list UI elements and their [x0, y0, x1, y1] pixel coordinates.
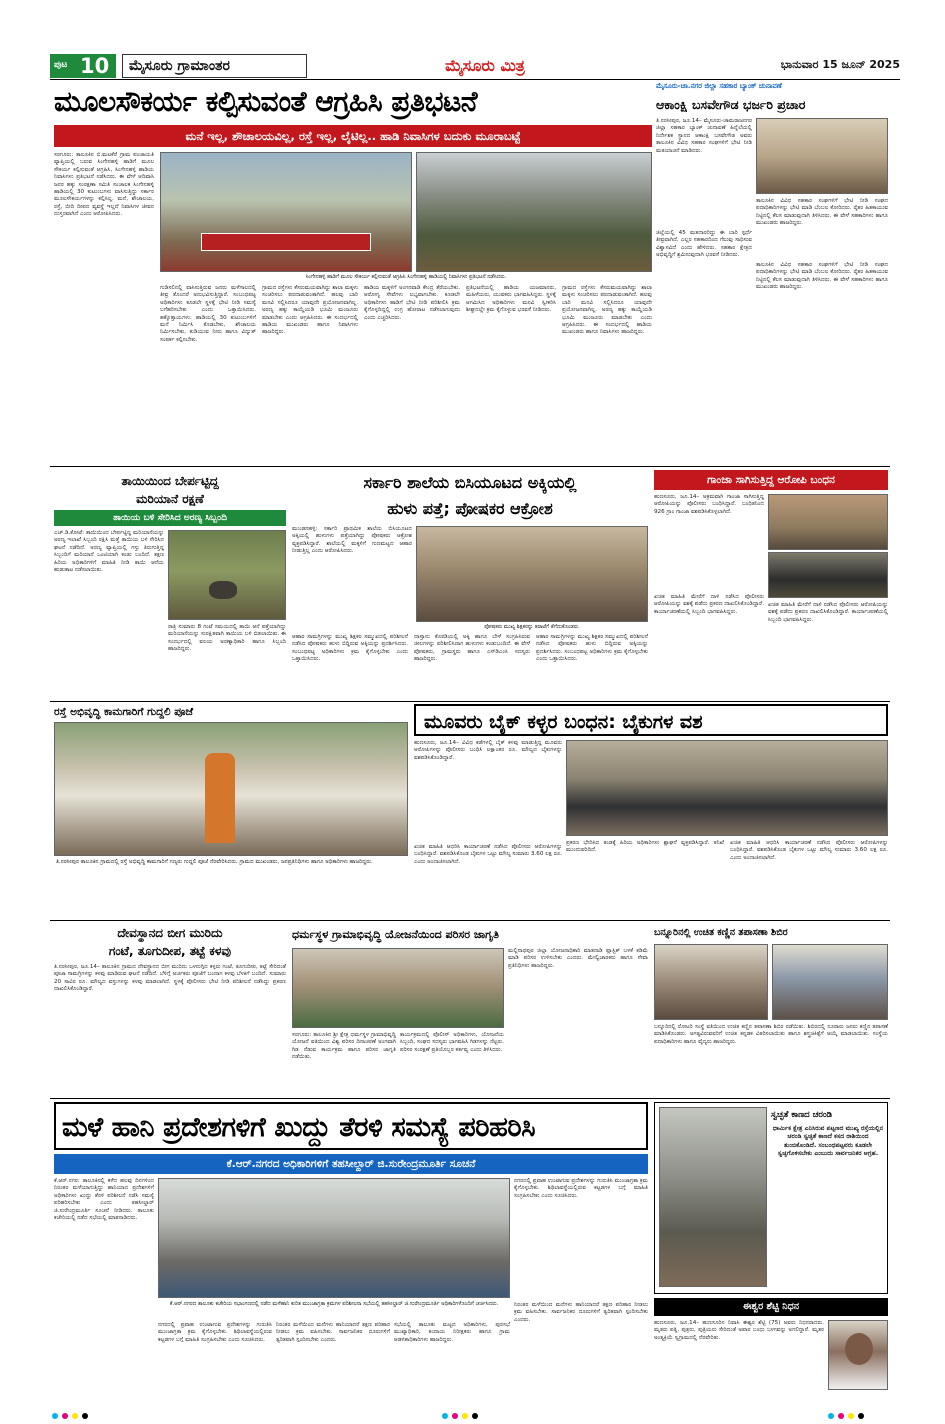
- elephant-headline-2: ಮರಿಯಾನೆ ರಕ್ಷಣೆ: [136, 492, 204, 506]
- registration-marks-center: [440, 1404, 510, 1414]
- temple-body: ತಿ.ನರಸೀಪುರ, ಜೂ.14– ತಾಲೂಕಿನ ಗ್ರಾಮದ ದೇವಸ್ಥಾನದ ಬೀಗ ಮುರಿದು ಒಳನುಗ್ಗಿದ ಕಳ್ಳರು ಗಂಟೆ, ತೂಗುದೀಪ, ತಟ್ಟೆ ಸೇರಿದಂತೆ ಪೂಜಾ ಸಾಮಗ್ರಿಗಳನ್ನು ಕಳವು ಮಾಡಿರುವ ಘಟನೆ ನಡೆದಿದೆ. ಬೆಳಿಗ್ಗೆ ಅರ್ಚಕರು ಪೂಜೆಗೆ ಬಂದಾಗ ಕಳವು ಬೆಳಕಿಗೆ ಬಂದಿದೆ. ಸುಮಾರು 20 ಸಾವಿರ ರೂ. ಮೌಲ್ಯದ ವಸ್ತುಗಳನ್ನು ಕಳವು ಮಾಡಲಾಗಿದೆ. ಸ್ಥಳಕ್ಕೆ ಪೊಲೀಸರು ಭೇಟಿ ನೀಡಿ ಪರಿಶೀಲನೆ ನಡೆಸಿದ್ದು ಪ್ರಕರಣ ದಾಖಲಿಸಿಕೊಂಡಿದ್ದಾರೆ.: [54, 964, 286, 993]
- bike-body2: ಖಚಿತ ಮಾಹಿತಿ ಆಧರಿಸಿ ಕಾರ್ಯಾಚರಣೆ ನಡೆಸಿದ ಪೊಲೀಸರು ಆರೋಪಿಗಳನ್ನು ಬಂಧಿಸಿದ್ದಾರೆ. ವಶಪಡಿಸಿಕೊಂಡ ಬೈಕುಗಳ ಒಟ್ಟು ಮೌಲ್ಯ ಸುಮಾರು 3.60 ಲಕ್ಷ ರೂ. ಎಂದು ಅಂದಾಜಿಸಲಾಗಿದೆ.: [414, 844, 562, 865]
- rain-photo: [158, 1178, 510, 1298]
- school-headline-1: ಸರ್ಕಾರಿ ಶಾಲೆಯ ಬಿಸಿಯೂಟದ ಅಕ್ಕಿಯಲ್ಲಿ: [363, 473, 577, 492]
- protest-banner: [201, 233, 371, 251]
- road-photo-swami: [205, 753, 235, 843]
- elephant-subhead: ತಾಯಿಯ ಬಳಿ ಸೇರಿಸಿದ ಅರಣ್ಯ ಸಿಬ್ಬಂದಿ: [54, 510, 286, 526]
- rain-col4: ಸಭೆಯಲ್ಲಿ ತಾಲೂಕು ಮಟ್ಟದ ಅಧಿಕಾರಿಗಳು, ಪುರಸಭೆ ಮುಖ್ಯಾಧಿಕಾರಿ, ಕಂದಾಯ ನಿರೀಕ್ಷಕರು ಹಾಗೂ ಗ್ರಾಮ ಆಡಳಿತಾಧಿಕಾರಿಗಳು ಹಾಜರಿದ್ದರು.: [394, 1322, 510, 1343]
- bike-photo: [566, 740, 888, 836]
- lead-subhead: ಮನೆ ಇಲ್ಲ, ಶೌಚಾಲಯವಿಲ್ಲ, ರಸ್ತೆ ಇಲ್ಲ, ಲೈಟಿಲ್ಲ.. ಹಾಡಿ ನಿವಾಸಿಗಳ ಬದುಕು ಮೂರಾಬಟ್ಟೆ: [54, 125, 652, 147]
- obit-body: ಹುಣಸೂರು, ಜೂ.14– ಹುಣಸೂರಿನ ನಿವಾಸಿ ಈಶ್ವರ ಶೆಟ್ಟಿ (75) ಅವರು ನಿಧನರಾದರು. ಮೃತರು ಪತ್ನಿ, ಪುತ್ರರು, ಪುತ್ರಿಯರು ಸೇರಿದಂತೆ ಅಪಾರ ಬಂಧು ಬಳಗವನ್ನು ಅಗಲಿದ್ದಾರೆ. ಮೃತರ ಅಂತ್ಯಕ್ರಿಯೆ ಸ್ವಗ್ರಾಮದಲ್ಲಿ ನೆರವೇರಿತು.: [654, 1320, 824, 1341]
- temple-headline-2: ಗಂಟೆ, ತೂಗುದೀಪ, ತಟ್ಟೆ ಕಳವು: [108, 944, 232, 958]
- elephant-body2: ರಾತ್ರಿ ಸುಮಾರು 8 ಗಂಟೆ ಸಮಯದಲ್ಲಿ ತಾಯಿ ಆನೆ ಪತ್ತೆಯಾಗಿದ್ದು ಮರಿಯಾನೆಯನ್ನು ಸುರಕ್ಷಿತವಾಗಿ ತಾಯಿಯ ಬಳಿ ಬಿಡಲಾಯಿತು. ಈ ಸಂದರ್ಭದಲ್ಲಿ ವಲಯ ಅರಣ್ಯಾಧಿಕಾರಿ ಹಾಗೂ ಸಿಬ್ಬಂದಿ ಹಾಜರಿದ್ದರು.: [168, 624, 286, 653]
- school-body4: ಆಹಾರ ಸಾಮಗ್ರಿಗಳನ್ನು ಮುಖ್ಯ ಶಿಕ್ಷಕರ ಸಮ್ಮುಖದಲ್ಲಿ ಪರಿಶೀಲನೆ ನಡೆಸಿದ ಪೋಷಕರು ಹುಳು ಬಿದ್ದಿರುವ ಅಕ್ಕಿಯನ್ನು ಪ್ರದರ್ಶಿಸಿದರು. ಸಂಬಂಧಪಟ್ಟ ಅಧಿಕಾರಿಗಳು ಕ್ರಮ ಕೈಗೊಳ್ಳಬೇಕು ಎಂದು ಒತ್ತಾಯಿಸಿದರು.: [536, 634, 648, 663]
- bike-body4: ಖಚಿತ ಮಾಹಿತಿ ಆಧರಿಸಿ ಕಾರ್ಯಾಚರಣೆ ನಡೆಸಿದ ಪೊಲೀಸರು ಆರೋಪಿಗಳನ್ನು ಬಂಧಿಸಿದ್ದಾರೆ. ವಶಪಡಿಸಿಕೊಂಡ ಬೈಕುಗಳ ಒಟ್ಟು ಮೌಲ್ಯ ಸುಮಾರು 3.60 ಲಕ್ಷ ರೂ. ಎಂದು ಅಂದಾಜಿಸಲಾಗಿದೆ.: [730, 840, 888, 861]
- school-headline-2: ಹುಳು ಪತ್ತೆ; ಪೋಷಕರ ಆಕ್ರೋಶ: [387, 499, 553, 518]
- divider-3: [50, 920, 890, 921]
- rain-col3: ನಿರಂತರ ಮಳೆಯಿಂದ ಮನೆಗಳು ಹಾನಿಯಾದರೆ ತಕ್ಷಣ ಪರಿಹಾರ ನೀಡಲು ಕ್ರಮ ವಹಿಸಬೇಕು. ಸಾರ್ವಜನಿಕರ ದೂರುಗಳಿಗೆ ತ್ವರಿತವಾಗಿ ಸ್ಪಂದಿಸಬೇಕು ಎಂದರು.: [276, 1322, 390, 1343]
- right-top-tagline: ಮೈಸೂರು-ಚಾ.ನಗರ ಜಿಲ್ಲಾ ಸಹಕಾರ ಬ್ಯಾಂಕ್ ಚುನಾವಣೆ: [656, 82, 782, 90]
- lead-caption: ಸಿಂಗೇನಹಳ್ಳಿ ಹಾಡಿಗೆ ಮೂಲ ಸೌಕರ್ಯ ಕಲ್ಪಿಸುವಂತೆ ಆಗ್ರಹಿಸಿ ಸಿಂಗೇನಹಳ್ಳಿ ಹಾಡಿಯಲ್ಲಿ ನಿವಾಸಿಗಳು ಪ್ರತಿಭಟನೆ ನಡೆಸಿದರು.: [305, 274, 507, 280]
- lead-headline: ಮೂಲಸೌಕರ್ಯ ಕಲ್ಪಿಸುವಂತೆ ಆಗ್ರಹಿಸಿ ಪ್ರತಿಭಟನೆ: [54, 85, 477, 118]
- lead-col4: ಹಾಡಿಯ ಮಕ್ಕಳಿಗೆ ಅಂಗನವಾಡಿ ಕೇಂದ್ರ ತೆರೆಯಬೇಕು. ಆರೋಗ್ಯ ಸೇವೆಗಳು ಲಭ್ಯವಾಗಬೇಕು. ಕೂಡಲೇ ಅಧಿಕಾರಿಗಳು ಹಾಡಿಗೆ ಭೇಟಿ ನೀಡಿ ಪರಿಶೀಲಿಸಿ ಕ್ರಮ ಕೈಗೊಳ್ಳದಿದ್ದಲ್ಲಿ ಉಗ್ರ ಹೋರಾಟ ನಡೆಸಲಾಗುವುದು ಎಂದು ಎಚ್ಚರಿಸಿದರು.: [364, 285, 460, 321]
- rain-subhead: ಕೆ.ಆರ್.ನಗರದ ಅಧಿಕಾರಿಗಳಿಗೆ ತಹಸೀಲ್ದಾರ್ ಜಿ.ಸುರೇಂದ್ರಮೂರ್ತಿ ಸೂಚನೆ: [54, 1154, 648, 1174]
- rain-caption: ಕೆ.ಆರ್.ನಗರದ ತಾಲೂಕು ಕಚೇರಿಯ ಸಭಾಂಗಣದಲ್ಲಿ ನಡೆದ ಮಳೆಹಾನಿ ಕುರಿತ ಮುಂಜಾಗ್ರತಾ ಕ್ರಮಗಳ ಪರಿಶೀಲನಾ ಸಭೆಯಲ್ಲಿ ತಹಸೀಲ್ದಾರ್ ಜಿ.ಸುರೇಂದ್ರಮೂರ್ತಿ ಅಧಿಕಾರಿಗಳೊಂದಿಗೆ ಚರ್ಚಿಸಿದರು.: [169, 1301, 499, 1307]
- dharma-headline: ಧರ್ಮಸ್ಥಳ ಗ್ರಾಮಾಭಿವೃದ್ಧಿ ಯೋಜನೆಯಿಂದ ಪರಿಸರ ಜಾಗೃತಿ: [292, 928, 499, 941]
- page-number-box: [50, 54, 116, 78]
- road-headline: ರಸ್ತೆ ಅಭಿವೃದ್ಧಿ ಕಾಮಗಾರಿಗೆ ಗುದ್ದಲಿ ಪೂಜೆ: [54, 706, 193, 718]
- divider-4: [50, 1098, 890, 1099]
- eye-photo-1: [654, 944, 768, 1020]
- clean-headline: ಸ್ವಚ್ಛತೆ ಕಾಣದ ಚರಂಡಿ: [771, 1110, 833, 1120]
- right-top-body1: ತಿ.ನರಸೀಪುರ, ಜೂ.14– ಮೈಸೂರು-ಚಾಮರಾಜನಗರ ಜಿಲ್ಲಾ ಸಹಕಾರ ಬ್ಯಾಂಕ್ ಚುನಾವಣೆ ಹಿನ್ನೆಲೆಯಲ್ಲಿ ನಿರ್ದೇಶಕ ಸ್ಥಾನದ ಆಕಾಂಕ್ಷಿ ಬಸವೇಗೌಡ ಅವರು ತಾಲೂಕಿನ ವಿವಿಧ ಸಹಕಾರ ಸಂಘಗಳಿಗೆ ಭೇಟಿ ನೀಡಿ ಮತಯಾಚನೆ ಮಾಡಿದರು.: [656, 118, 752, 154]
- lead-col6: ಗ್ರಾಮದ ರಸ್ತೆಗಳು ಕೆಸರುಮಯವಾಗಿದ್ದು ಶಾಲಾ ಮಕ್ಕಳು ಸಂಚರಿಸಲು ಪರದಾಡುವಂತಾಗಿದೆ. ಹಲವು ಬಾರಿ ಮನವಿ ಸಲ್ಲಿಸಿದರೂ ಯಾವುದೇ ಪ್ರಯೋಜನವಾಗಿಲ್ಲ. ಅರಣ್ಯ ಹಕ್ಕು ಕಾಯ್ದೆಯಡಿ ಭೂಮಿ ಮಂಜೂರು ಮಾಡಬೇಕು ಎಂದು ಆಗ್ರಹಿಸಿದರು. ಈ ಸಂದರ್ಭದಲ್ಲಿ ಹಾಡಿಯ ಮುಖಂಡರು ಹಾಗೂ ನಿವಾಸಿಗಳು ಹಾಜರಿದ್ದರು.: [562, 285, 652, 336]
- divider-2: [50, 701, 890, 702]
- ganja-headline: ಗಾಂಜಾ ಸಾಗಿಸುತ್ತಿದ್ದ ಆರೋಪಿ ಬಂಧನ: [654, 470, 888, 490]
- lead-col2: ಗುಡಿಸಲಿನಲ್ಲಿ ವಾಸಿಸುತ್ತಿರುವ ಜನರು ಮಳೆಗಾಲದಲ್ಲಿ ತೀವ್ರ ತೊಂದರೆ ಅನುಭವಿಸುತ್ತಿದ್ದಾರೆ. ಸಂಬಂಧಪಟ್ಟ ಅಧಿಕಾರಿಗಳು ಕೂಡಲೇ ಸ್ಥಳಕ್ಕೆ ಭೇಟಿ ನೀಡಿ ಸಮಸ್ಯೆ ಬಗೆಹರಿಸಬೇಕು ಎಂದು ಒತ್ತಾಯಿಸಿದರು. ಹಕ್ಕೊತ್ತಾಯಗಳು: ಹಾಡಿಯಲ್ಲಿ 30 ಕುಟುಂಬಗಳಿಗೆ ಮನೆ ನಿರ್ಮಿಸಿ ಕೊಡಬೇಕು, ಶೌಚಾಲಯ ನಿರ್ಮಿಸಬೇಕು, ಕುಡಿಯುವ ನೀರು ಹಾಗೂ ವಿದ್ಯುತ್ ಸಂಪರ್ಕ ಕಲ್ಪಿಸಬೇಕು.: [160, 285, 256, 343]
- rain-col-right: ನಗರದಲ್ಲಿ ಪ್ರವಾಹ ಉಂಟಾಗುವ ಪ್ರದೇಶಗಳನ್ನು ಗುರುತಿಸಿ ಮುಂಜಾಗ್ರತಾ ಕ್ರಮ ಕೈಗೊಳ್ಳಬೇಕು. ಶಿಥಿಲಾವಸ್ಥೆಯಲ್ಲಿರುವ ಕಟ್ಟಡಗಳ ಬಗ್ಗೆ ಮಾಹಿತಿ ಸಂಗ್ರಹಿಸಬೇಕು ಎಂದು ಸೂಚಿಸಿದರು.: [514, 1178, 648, 1199]
- right-top-body2: ತಾಲೂಕಿನ ವಿವಿಧ ಸಹಕಾರ ಸಂಘಗಳಿಗೆ ಭೇಟಿ ನೀಡಿ ಸಂಘದ ಪದಾಧಿಕಾರಿಗಳನ್ನು ಭೇಟಿ ಮಾಡಿ ಬೆಂಬಲ ಕೋರಿದರು. ರೈತರ ಹಿತಕಾಯುವ ನಿಟ್ಟಿನಲ್ಲಿ ಕೆಲಸ ಮಾಡುವುದಾಗಿ ತಿಳಿಸಿದರು. ಈ ವೇಳೆ ಸಹಕಾರಿಗಳು ಹಾಗೂ ಮುಖಂಡರು ಹಾಜರಿದ್ದರು.: [756, 198, 888, 227]
- rain-headline: ಮಳೆ ಹಾನಿ ಪ್ರದೇಶಗಳಿಗೆ ಖುದ್ದು ತೆರಳಿ ಸಮಸ್ಯೆ ಪರಿಹರಿಸಿ: [54, 1102, 648, 1150]
- road-photo: [54, 722, 408, 856]
- lead-col1: ಸರಗೂರು: ತಾಲೂಕಿನ ಬಿ.ಮಟಕೆರೆ ಗ್ರಾಮ ಪಂಚಾಯತಿ ವ್ಯಾಪ್ತಿಯಲ್ಲಿ ಬರುವ ಸಿಂಗೇನಹಳ್ಳಿ ಹಾಡಿಗೆ ಮೂಲ ಸೌಕರ್ಯ ಕಲ್ಪಿಸುವಂತೆ ಆಗ್ರಹಿಸಿ, ಸಿಂಗೇನಹಳ್ಳಿ ಹಾಡಿಯ ನಿವಾಸಿಗಳು ಪ್ರತಿಭಟನೆ ನಡೆಸಿದರು. ಈ ವೇಳೆ ಆದಿವಾಸಿ ಜನರ ಹಕ್ಕು ಸಂರಕ್ಷಣಾ ಸಮಿತಿ ಸಂಚಾಲಕ ಸಿಂಗೇನಹಳ್ಳಿ ಹಾಡಿಯಲ್ಲಿ 30 ಕುಟುಂಬಗಳು ವಾಸಿಸುತ್ತಿದ್ದು ಸರ್ಕಾರ ಮೂಲಸೌಕರ್ಯಗಳನ್ನು ಕಲ್ಪಿಸಿಲ್ಲ. ಮನೆ, ಶೌಚಾಲಯ, ರಸ್ತೆ, ಬೀದಿ ದೀಪದ ವ್ಯವಸ್ಥೆ ಇಲ್ಲದೆ ನಿವಾಸಿಗಳ ಜೀವನ ದುಸ್ತರವಾಗಿದೆ ಎಂದು ಆರೋಪಿಸಿದರು.: [54, 152, 154, 218]
- rain-col5: ನಿರಂತರ ಮಳೆಯಿಂದ ಮನೆಗಳು ಹಾನಿಯಾದರೆ ತಕ್ಷಣ ಪರಿಹಾರ ನೀಡಲು ಕ್ರಮ ವಹಿಸಬೇಕು. ಸಾರ್ವಜನಿಕರ ದೂರುಗಳಿಗೆ ತ್ವರಿತವಾಗಿ ಸ್ಪಂದಿಸಬೇಕು ಎಂದರು.: [514, 1302, 648, 1323]
- obit-photo: [828, 1320, 888, 1390]
- right-top-photo: [756, 118, 888, 194]
- masthead-rule: [50, 79, 900, 80]
- school-body1: ಮುಂಡನಹಳ್ಳಿ: ಸರ್ಕಾರಿ ಪ್ರಾಥಮಿಕ ಶಾಲೆಯ ಬಿಸಿಯೂಟದ ಅಕ್ಕಿಯಲ್ಲಿ ಹುಳುಗಳು ಪತ್ತೆಯಾಗಿದ್ದು ಪೋಷಕರು ಆಕ್ರೋಶ ವ್ಯಕ್ತಪಡಿಸಿದ್ದಾರೆ. ಶಾಲೆಯಲ್ಲಿ ಮಕ್ಕಳಿಗೆ ಗುಣಮಟ್ಟದ ಆಹಾರ ನೀಡುತ್ತಿಲ್ಲ ಎಂದು ಆರೋಪಿಸಿದರು.: [292, 526, 412, 555]
- lead-photo-protest: [160, 152, 412, 272]
- right-top-body4: ತಾಲೂಕಿನ ವಿವಿಧ ಸಹಕಾರ ಸಂಘಗಳಿಗೆ ಭೇಟಿ ನೀಡಿ ಸಂಘದ ಪದಾಧಿಕಾರಿಗಳನ್ನು ಭೇಟಿ ಮಾಡಿ ಬೆಂಬಲ ಕೋರಿದರು. ರೈತರ ಹಿತಕಾಯುವ ನಿಟ್ಟಿನಲ್ಲಿ ಕೆಲಸ ಮಾಡುವುದಾಗಿ ತಿಳಿಸಿದರು. ಈ ವೇಳೆ ಸಹಕಾರಿಗಳು ಹಾಗೂ ಮುಖಂಡರು ಹಾಜರಿದ್ದರು.: [756, 262, 888, 291]
- lead-photo-hut: [416, 152, 652, 272]
- school-body2: ಆಹಾರ ಸಾಮಗ್ರಿಗಳನ್ನು ಮುಖ್ಯ ಶಿಕ್ಷಕರ ಸಮ್ಮುಖದಲ್ಲಿ ಪರಿಶೀಲನೆ ನಡೆಸಿದ ಪೋಷಕರು ಹುಳು ಬಿದ್ದಿರುವ ಅಕ್ಕಿಯನ್ನು ಪ್ರದರ್ಶಿಸಿದರು. ಸಂಬಂಧಪಟ್ಟ ಅಧಿಕಾರಿಗಳು ಕ್ರಮ ಕೈಗೊಳ್ಳಬೇಕು ಎಂದು ಒತ್ತಾಯಿಸಿದರು.: [292, 634, 408, 663]
- ganja-body3: ಖಚಿತ ಮಾಹಿತಿ ಮೇರೆಗೆ ದಾಳಿ ನಡೆಸಿದ ಪೊಲೀಸರು ಆರೋಪಿಯನ್ನು ವಶಕ್ಕೆ ಪಡೆದು ಪ್ರಕರಣ ದಾಖಲಿಸಿಕೊಂಡಿದ್ದಾರೆ. ಕಾರ್ಯಾಚರಣೆಯಲ್ಲಿ ಸಿಬ್ಬಂದಿ ಭಾಗವಹಿಸಿದ್ದರು.: [768, 602, 888, 623]
- school-body3: ದಾಸ್ತಾನು ಕೊಠಡಿಯಲ್ಲಿ ಅಕ್ಕಿ ಹಾಗೂ ಬೇಳೆ ಸಂಗ್ರಹಿಸಿರುವ ಚೀಲಗಳನ್ನು ಪರಿಶೀಲಿಸಿದಾಗ ಹುಳುಗಳು ಕಂಡುಬಂದಿದೆ. ಈ ವೇಳೆ ಪೋಷಕರು, ಗ್ರಾಮಸ್ಥರು ಹಾಗೂ ಎಸ್‌ಡಿಎಂಸಿ ಸದಸ್ಯರು ಹಾಜರಿದ್ದರು.: [414, 634, 530, 663]
- bike-body3: ಪ್ರಕರಣ ಭೇದಿಸಿದ ತಂಡಕ್ಕೆ ಹಿರಿಯ ಅಧಿಕಾರಿಗಳು ಶ್ಲಾಘನೆ ವ್ಯಕ್ತಪಡಿಸಿದ್ದಾರೆ. ತನಿಖೆ ಮುಂದುವರಿದಿದೆ.: [566, 840, 724, 854]
- issue-date: ಭಾನುವಾರ 15 ಜೂನ್ 2025: [780, 58, 900, 71]
- ganja-photo-police: [768, 494, 888, 550]
- dharma-body2: ಕಾರ್ಯಕ್ರಮದಲ್ಲಿ ಪೊಲೀಸ್ ಅಧಿಕಾರಿಗಳು, ಯೋಜನೆಯ ಸಿಬ್ಬಂದಿ, ಸಂಘದ ಸದಸ್ಯರು ಭಾಗವಹಿಸಿ ಗಿಡಗಳನ್ನು ನೆಟ್ಟರು. ಪರಿಸರ ಸಂರಕ್ಷಣೆ ಪ್ರತಿಯೊಬ್ಬರ ಕರ್ತವ್ಯ ಎಂದು ತಿಳಿಸಿದರು.: [400, 1032, 504, 1053]
- dharma-body1: ಸರಗೂರು: ತಾಲೂಕಿನ ಶ್ರೀ ಕ್ಷೇತ್ರ ಧರ್ಮಸ್ಥಳ ಗ್ರಾಮಾಭಿವೃದ್ಧಿ ಯೋಜನೆ ವತಿಯಿಂದ ವಿಶ್ವ ಪರಿಸರ ದಿನಾಚರಣೆ ಅಂಗವಾಗಿ ಗಿಡ ನೆಡುವ ಕಾರ್ಯಕ್ರಮ ಹಾಗೂ ಪರಿಸರ ಜಾಗೃತಿ ನಡೆಯಿತು.: [292, 1032, 396, 1061]
- clean-body: ಧಾರ್ಮಿಕ ಕ್ಷೇತ್ರ ಎನಿಸಿರುವ ಪಟ್ಟಣದ ಮುಖ್ಯ ರಸ್ತೆಯಲ್ಲಿನ ಚರಂಡಿ ಸ್ವಚ್ಛತೆ ಕಾಣದೆ ಕಸದ ರಾಶಿಯಿಂದ ತುಂಬಿಕೊಂಡಿದೆ. ಸಂಬಂಧಪಟ್ಟವರು ಕೂಡಲೇ ಸ್ವಚ್ಛಗೊಳಿಸಬೇಕು ಎಂಬುದು ಸಾರ್ವಜನಿಕರ ಆಗ್ರಹ.: [772, 1125, 884, 1158]
- lead-col5: ಪ್ರತಿಭಟನೆಯಲ್ಲಿ ಹಾಡಿಯ ಯಜಮಾನರು, ಮಹಿಳೆಯರು, ಯುವಕರು ಭಾಗವಹಿಸಿದ್ದರು. ಸ್ಥಳಕ್ಕೆ ಆಗಮಿಸಿದ ಅಧಿಕಾರಿಗಳು ಮನವಿ ಸ್ವೀಕರಿಸಿ ಶೀಘ್ರದಲ್ಲೇ ಕ್ರಮ ಕೈಗೊಳ್ಳುವ ಭರವಸೆ ನೀಡಿದರು.: [466, 285, 556, 314]
- obit-headline: ಈಶ್ವರ ಶೆಟ್ಟಿ ನಿಧನ: [654, 1298, 888, 1316]
- ganja-body1: ಹುಣಸೂರು, ಜೂ.14– ಅಕ್ರಮವಾಗಿ ಗಾಂಜಾ ಸಾಗಿಸುತ್ತಿದ್ದ ಆರೋಪಿಯನ್ನು ಪೊಲೀಸರು ಬಂಧಿಸಿದ್ದಾರೆ. ಬಂಧಿತನಿಂದ 926 ಗ್ರಾಂ ಗಾಂಜಾ ವಶಪಡಿಸಿಕೊಳ್ಳಲಾಗಿದೆ.: [654, 494, 764, 515]
- section-title: ಮೈಸೂರು ಗ್ರಾಮಾಂತರ: [122, 54, 307, 78]
- paper-name: ಮೈಸೂರು ಮಿತ್ರ: [445, 56, 525, 75]
- rain-col1: ಕೆ.ಆರ್.ನಗರ: ತಾಲೂಕಿನಲ್ಲಿ ಕಳೆದ ಹಲವು ದಿನಗಳಿಂದ ನಿರಂತರ ಮಳೆಯಾಗುತ್ತಿದ್ದು ಹಾನಿಯಾದ ಪ್ರದೇಶಗಳಿಗೆ ಅಧಿಕಾರಿಗಳು ಖುದ್ದು ತೆರಳಿ ಪರಿಶೀಲನೆ ನಡೆಸಿ ಸಮಸ್ಯೆ ಪರಿಹರಿಸಬೇಕು ಎಂದು ತಹಸೀಲ್ದಾರ್ ಜಿ.ಸುರೇಂದ್ರಮೂರ್ತಿ ಸೂಚನೆ ನೀಡಿದರು. ತಾಲೂಕು ಕಚೇರಿಯಲ್ಲಿ ನಡೆದ ಸಭೆಯಲ್ಲಿ ಮಾತನಾಡಿದರು.: [54, 1178, 154, 1222]
- school-photo: [416, 526, 648, 622]
- divider-1: [50, 466, 890, 467]
- eye-body: ಬನ್ನೂರಿನಲ್ಲಿ ರೋಟರಿ ಸಂಸ್ಥೆ ವತಿಯಿಂದ ಉಚಿತ ಕಣ್ಣಿನ ತಪಾಸಣಾ ಶಿಬಿರ ನಡೆಯಿತು. ಶಿಬಿರದಲ್ಲಿ ನೂರಾರು ಜನರು ಕಣ್ಣಿನ ತಪಾಸಣೆ ಮಾಡಿಸಿಕೊಂಡರು. ಅಗತ್ಯವಿರುವವರಿಗೆ ಉಚಿತ ಕನ್ನಡಕ ವಿತರಿಸಲಾಯಿತು ಹಾಗೂ ಶಸ್ತ್ರಚಿಕಿತ್ಸೆಗೆ ಆಯ್ಕೆ ಮಾಡಲಾಯಿತು. ಸಂಸ್ಥೆಯ ಪದಾಧಿಕಾರಿಗಳು ಹಾಗೂ ವೈದ್ಯರು ಹಾಜರಿದ್ದರು.: [654, 1024, 888, 1045]
- right-top-body3: ಜಿಲ್ಲೆಯಲ್ಲಿ 45 ಮತದಾರರಿದ್ದು ಈ ಬಾರಿ ಸ್ಪರ್ಧೆ ತೀವ್ರವಾಗಿದೆ. ಎಲ್ಲರ ಸಹಕಾರದಿಂದ ಗೆಲುವು ಸಾಧಿಸುವ ವಿಶ್ವಾಸವಿದೆ ಎಂದು ಹೇಳಿದರು. ಸಹಕಾರ ಕ್ಷೇತ್ರದ ಅಭಿವೃದ್ಧಿಗೆ ಶ್ರಮಿಸುವುದಾಗಿ ಭರವಸೆ ನೀಡಿದರು.: [656, 230, 752, 259]
- school-caption: ಪೋಷಕರು ಮುಖ್ಯ ಶಿಕ್ಷಕರನ್ನು ತರಾಟೆಗೆ ತೆಗೆದುಕೊಂಡರು.: [484, 624, 580, 630]
- elephant-photo: [168, 530, 286, 620]
- clean-photo: [659, 1107, 767, 1287]
- obit-face: [845, 1333, 873, 1365]
- temple-headline-1: ದೇವಸ್ಥಾನದ ಬೀಗ ಮುರಿದು: [117, 926, 223, 940]
- road-caption: ತಿ.ನರಸೀಪುರ ತಾಲೂಕಿನ ಗ್ರಾಮದಲ್ಲಿ ರಸ್ತೆ ಅಭಿವೃದ್ಧಿ ಕಾಮಗಾರಿಗೆ ಗಣ್ಯರು ಗುದ್ದಲಿ ಪೂಜೆ ನೆರವೇರಿಸಿದರು. ಗ್ರಾಮದ ಮುಖಂಡರು, ಜನಪ್ರತಿನಿಧಿಗಳು ಹಾಗೂ ಅಧಿಕಾರಿಗಳು ಹಾಜರಿದ್ದರು.: [56, 859, 373, 865]
- elephant-calf-shape: [209, 581, 237, 599]
- dharma-photo: [292, 948, 504, 1028]
- ganja-photo-seized: [768, 552, 888, 598]
- page-number: 10: [80, 54, 110, 78]
- dharma-body3: ಮಲ್ಲಿನಾಥಪುರ ಜಿಲ್ಲಾ ಯೋಜನಾಧಿಕಾರಿ ಮಾತನಾಡಿ ಪ್ಲಾಸ್ಟಿಕ್ ಬಳಕೆ ಕಡಿಮೆ ಮಾಡಿ ಪರಿಸರ ಉಳಿಸಬೇಕು ಎಂದರು. ಮೇಲ್ವಿಚಾರಕರು ಹಾಗೂ ಸೇವಾ ಪ್ರತಿನಿಧಿಗಳು ಹಾಜರಿದ್ದರು.: [508, 948, 648, 969]
- elephant-body: ಎಚ್.ಡಿ.ಕೋಟೆ: ತಾಯಿಯಿಂದ ಬೇರ್ಪಟ್ಟಿದ್ದ ಮರಿಯಾನೆಯನ್ನು ಅರಣ್ಯ ಇಲಾಖೆ ಸಿಬ್ಬಂದಿ ರಕ್ಷಿಸಿ ಮತ್ತೆ ತಾಯಿಯ ಬಳಿ ಸೇರಿಸಿದ ಘಟನೆ ನಡೆದಿದೆ. ಅರಣ್ಯ ವ್ಯಾಪ್ತಿಯಲ್ಲಿ ಗಸ್ತು ತಿರುಗುತ್ತಿದ್ದ ಸಿಬ್ಬಂದಿಗೆ ಮರಿಯಾನೆ ಒಂಟಿಯಾಗಿ ಕಂಡು ಬಂದಿದೆ. ತಕ್ಷಣ ಹಿರಿಯ ಅಧಿಕಾರಿಗಳಿಗೆ ಮಾಹಿತಿ ನೀಡಿ ತಾಯಿ ಆನೆಯ ಹುಡುಕಾಟ ನಡೆಸಲಾಯಿತು.: [54, 530, 164, 574]
- clean-box: [654, 1102, 888, 1294]
- rain-col2: ನಗರದಲ್ಲಿ ಪ್ರವಾಹ ಉಂಟಾಗುವ ಪ್ರದೇಶಗಳನ್ನು ಗುರುತಿಸಿ ಮುಂಜಾಗ್ರತಾ ಕ್ರಮ ಕೈಗೊಳ್ಳಬೇಕು. ಶಿಥಿಲಾವಸ್ಥೆಯಲ್ಲಿರುವ ಕಟ್ಟಡಗಳ ಬಗ್ಗೆ ಮಾಹಿತಿ ಸಂಗ್ರಹಿಸಬೇಕು ಎಂದು ಸೂಚಿಸಿದರು.: [158, 1322, 272, 1343]
- registration-marks-left: [50, 1404, 120, 1414]
- registration-marks-right: [826, 1404, 896, 1414]
- lead-col3: ಗ್ರಾಮದ ರಸ್ತೆಗಳು ಕೆಸರುಮಯವಾಗಿದ್ದು ಶಾಲಾ ಮಕ್ಕಳು ಸಂಚರಿಸಲು ಪರದಾಡುವಂತಾಗಿದೆ. ಹಲವು ಬಾರಿ ಮನವಿ ಸಲ್ಲಿಸಿದರೂ ಯಾವುದೇ ಪ್ರಯೋಜನವಾಗಿಲ್ಲ. ಅರಣ್ಯ ಹಕ್ಕು ಕಾಯ್ದೆಯಡಿ ಭೂಮಿ ಮಂಜೂರು ಮಾಡಬೇಕು ಎಂದು ಆಗ್ರಹಿಸಿದರು. ಈ ಸಂದರ್ಭದಲ್ಲಿ ಹಾಡಿಯ ಮುಖಂಡರು ಹಾಗೂ ನಿವಾಸಿಗಳು ಹಾಜರಿದ್ದರು.: [262, 285, 358, 336]
- eye-photo-2: [772, 944, 888, 1020]
- page-label: ಪುಟ: [54, 60, 68, 70]
- bike-headline: ಮೂವರು ಬೈಕ್ ಕಳ್ಳರ ಬಂಧನ: ಬೈಕುಗಳ ವಶ: [414, 704, 888, 736]
- elephant-headline-1: ತಾಯಿಯಿಂದ ಬೇರ್ಪಟ್ಟಿದ್ದ: [121, 474, 219, 488]
- eye-headline: ಬನ್ನೂರಿನಲ್ಲಿ ಉಚಿತ ಕಣ್ಣಿನ ತಪಾಸಣಾ ಶಿಬಿರ: [654, 927, 788, 938]
- right-top-headline: ಆಕಾಂಕ್ಷಿ ಬಸವೇಗೌಡ ಭರ್ಜರಿ ಪ್ರಚಾರ: [656, 97, 806, 112]
- masthead: [50, 52, 900, 80]
- ganja-body2: ಖಚಿತ ಮಾಹಿತಿ ಮೇರೆಗೆ ದಾಳಿ ನಡೆಸಿದ ಪೊಲೀಸರು ಆರೋಪಿಯನ್ನು ವಶಕ್ಕೆ ಪಡೆದು ಪ್ರಕರಣ ದಾಖಲಿಸಿಕೊಂಡಿದ್ದಾರೆ. ಕಾರ್ಯಾಚರಣೆಯಲ್ಲಿ ಸಿಬ್ಬಂದಿ ಭಾಗವಹಿಸಿದ್ದರು.: [654, 594, 764, 615]
- bike-body1: ಹುಣಸೂರು, ಜೂ.14– ವಿವಿಧ ಕಡೆಗಳಲ್ಲಿ ಬೈಕ್ ಕಳವು ಮಾಡುತ್ತಿದ್ದ ಮೂವರು ಆರೋಪಿಗಳನ್ನು ಪೊಲೀಸರು ಬಂಧಿಸಿ ಲಕ್ಷಾಂತರ ರೂ. ಮೌಲ್ಯದ ಬೈಕುಗಳನ್ನು ವಶಪಡಿಸಿಕೊಂಡಿದ್ದಾರೆ.: [414, 740, 562, 761]
